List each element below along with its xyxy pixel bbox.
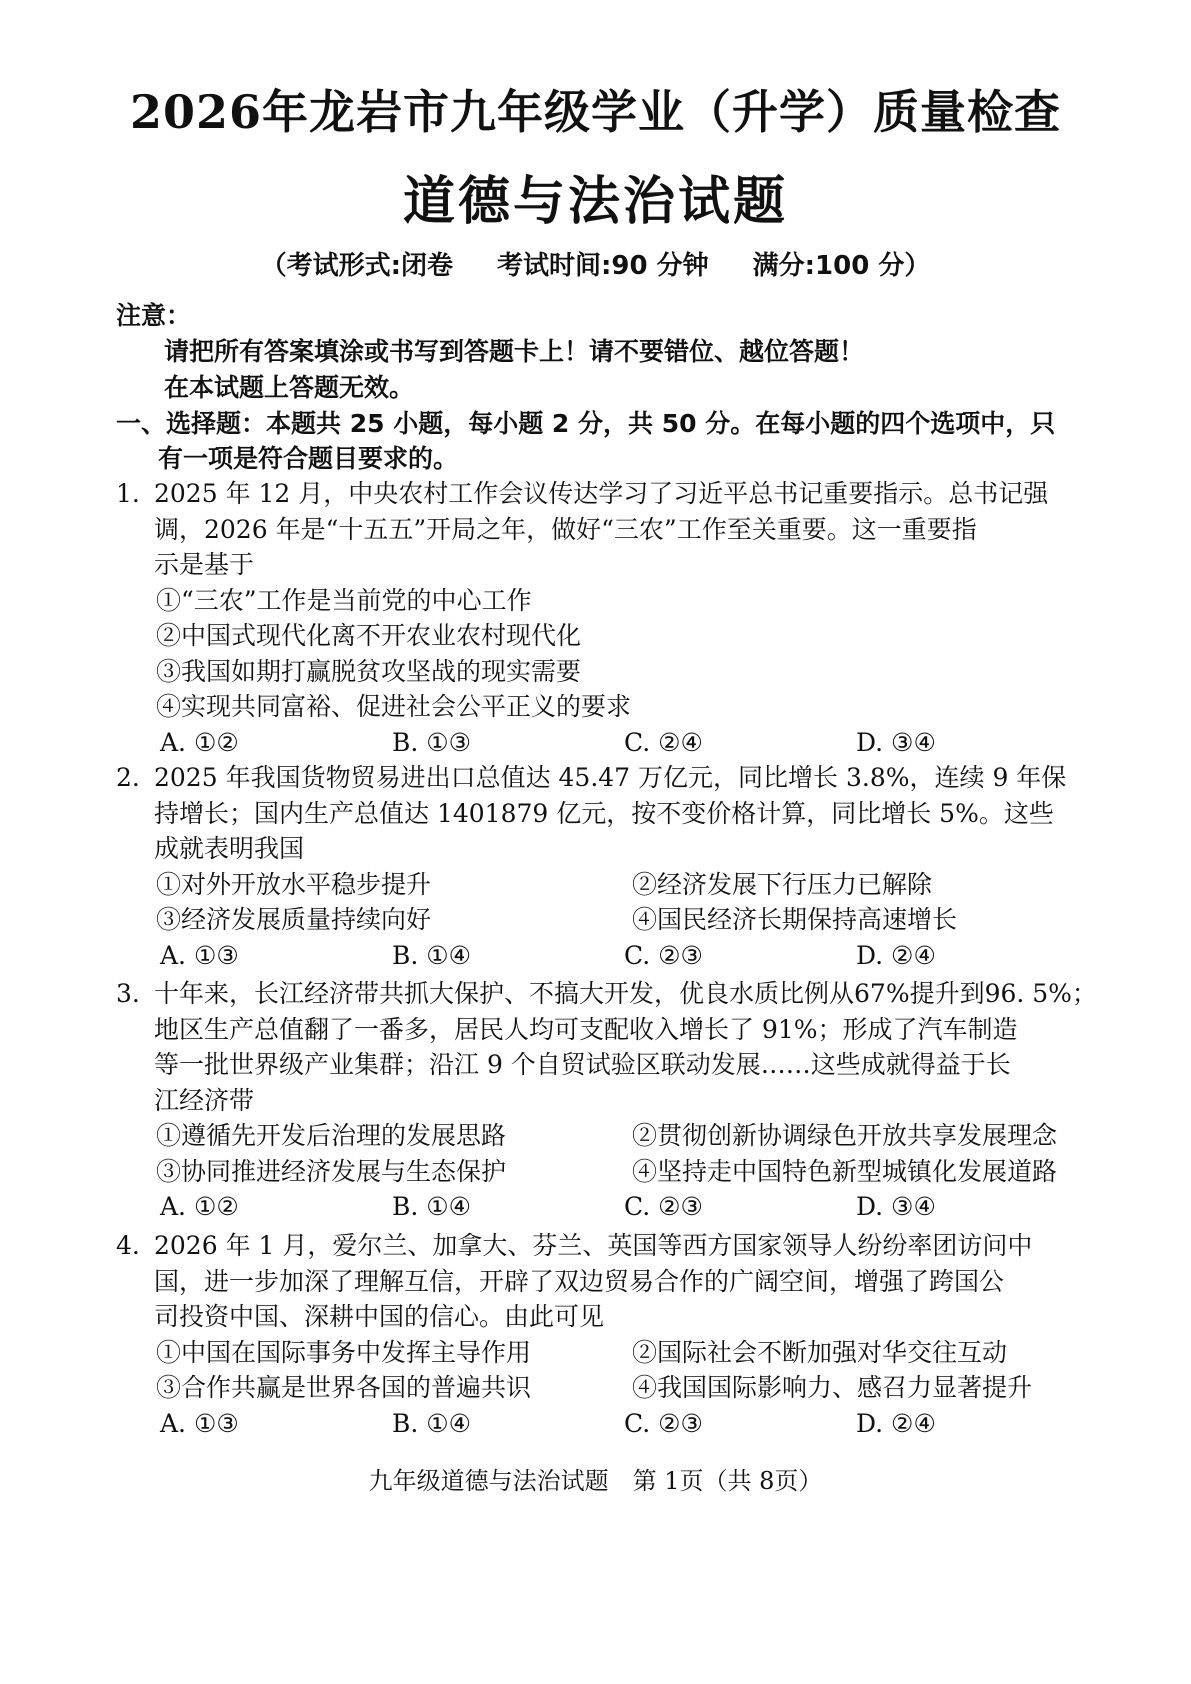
section-heading-line-2: 有一项是符合题目要求的。 bbox=[158, 444, 459, 473]
option-1: ①对外开放水平稳步提升 bbox=[156, 869, 432, 899]
answer-choices bbox=[116, 1406, 1106, 1442]
option-3: ③合作共赢是世界各国的普遍共识 bbox=[156, 1373, 532, 1402]
choice-b: B. ①④ bbox=[392, 1408, 472, 1438]
stem-line: 调，2026 年是“十五五”开局之年，做好“三农”工作至关重要。这一重要指 bbox=[154, 514, 977, 544]
exam-info bbox=[0, 248, 1191, 284]
exam-form: （考试形式:闭卷 bbox=[260, 251, 454, 281]
choice-d: D. ②④ bbox=[856, 940, 936, 970]
notice-line-2: 在本试题上答题无效。 bbox=[164, 373, 415, 402]
stem-line: 十年来，长江经济带共抓大保护、不搞大开发，优良水质比例从67%提升到96. 5%； bbox=[154, 979, 1097, 1008]
page-footer: 九年级道德与法治试题 第 1页（共 8页） bbox=[368, 1467, 823, 1495]
option-1: ①“三农”工作是当前党的中心工作 bbox=[156, 585, 532, 615]
question-stem bbox=[116, 1228, 1106, 1264]
answer-choices bbox=[116, 1189, 1106, 1225]
full-score: 满分:100 分） bbox=[752, 251, 931, 281]
stem-line: 江经济带 bbox=[154, 1085, 255, 1115]
question-number: 4. bbox=[116, 1231, 140, 1260]
option-3: ③经济发展质量持续向好 bbox=[156, 905, 432, 934]
option-2: ②贯彻创新协调绿色开放共享发展理念 bbox=[632, 1121, 1058, 1150]
stem-line: 2025 年 12 月，中央农村工作会议传达学习了习近平总书记重要指示。总书记强 bbox=[154, 479, 1049, 508]
option-4: ④实现共同富裕、促进社会公平正义的要求 bbox=[156, 692, 632, 721]
choice-a: A. ①② bbox=[160, 727, 239, 757]
choice-d: D. ③④ bbox=[856, 1192, 936, 1221]
stem-line: 等一批世界级产业集群；沿江 9 个自贸试验区联动发展……这些成就得益于长 bbox=[154, 1050, 1011, 1079]
stem-line: 2026 年 1 月，爱尔兰、加拿大、芬兰、英国等西方国家领导人纷纷率团访问中 bbox=[154, 1231, 1033, 1260]
question-1 bbox=[116, 476, 1106, 760]
option-1: ①遵循先开发后治理的发展思路 bbox=[156, 1121, 507, 1150]
option-4: ④坚持走中国特色新型城镇化发展道路 bbox=[632, 1156, 1058, 1186]
option-4: ④我国国际影响力、感召力显著提升 bbox=[632, 1373, 1033, 1402]
subject-title: 道德与法治试题 bbox=[402, 171, 788, 232]
exam-time: 考试时间:90 分钟 bbox=[497, 251, 709, 281]
question-stem bbox=[116, 760, 1106, 796]
option-2: ②经济发展下行压力已解除 bbox=[632, 869, 933, 899]
section-heading-line-1: 一、选择题：本题共 25 小题，每小题 2 分，共 50 分。在每小题的四个选项中，只 bbox=[116, 409, 1056, 438]
option-grid bbox=[116, 1335, 1106, 1406]
stem-line: 2025 年我国货物贸易进出口总值达 45.47 万亿元，同比增长 3.8%，连续 9 年保 bbox=[154, 763, 1067, 792]
option-2: ②中国式现代化离不开农业农村现代化 bbox=[156, 621, 582, 650]
option-grid bbox=[116, 867, 1106, 938]
stem-line: 国，进一步加深了理解互信，开辟了双边贸易合作的广阔空间，增强了跨国公 bbox=[154, 1266, 1005, 1296]
option-list bbox=[116, 583, 1106, 725]
notice-label: 注意： bbox=[116, 301, 192, 330]
choice-b: B. ①④ bbox=[392, 940, 472, 970]
option-2: ②国际社会不断加强对华交往互动 bbox=[632, 1337, 1008, 1367]
question-3 bbox=[116, 976, 1106, 1225]
option-3: ③协同推进经济发展与生态保护 bbox=[156, 1156, 507, 1186]
choice-a: A. ①③ bbox=[160, 1408, 239, 1438]
option-1: ①中国在国际事务中发挥主导作用 bbox=[156, 1337, 532, 1367]
stem-line: 成就表明我国 bbox=[154, 834, 305, 863]
question-number: 3. bbox=[116, 979, 140, 1008]
choice-c: C. ②③ bbox=[624, 940, 703, 970]
section-heading bbox=[116, 406, 1106, 476]
answer-choices bbox=[116, 725, 1106, 761]
question-stem bbox=[116, 476, 1106, 512]
choice-a: A. ①② bbox=[160, 1192, 239, 1221]
question-stem bbox=[116, 976, 1106, 1012]
option-grid bbox=[116, 1118, 1106, 1189]
exam-title: 2026年龙岩市九年级学业（升学）质量检查 bbox=[129, 85, 1062, 139]
stem-line: 司投资中国、深耕中国的信心。由此可见 bbox=[154, 1302, 605, 1331]
question-4 bbox=[116, 1228, 1106, 1441]
question-number: 2. bbox=[116, 763, 140, 792]
option-3: ③我国如期打赢脱贫攻坚战的现实需要 bbox=[156, 656, 582, 686]
choice-b: B. ①③ bbox=[392, 727, 472, 757]
choice-d: D. ③④ bbox=[856, 727, 936, 757]
choice-b: B. ①④ bbox=[392, 1192, 472, 1221]
question-number: 1. bbox=[116, 479, 140, 508]
notice-line-1: 请把所有答案填涂或书写到答题卡上！请不要错位、越位答题！ bbox=[164, 337, 865, 366]
stem-line: 持增长；国内生产总值达 1401879 亿元，按不变价格计算，同比增长 5%。这些 bbox=[154, 798, 1054, 828]
choice-c: C. ②③ bbox=[624, 1192, 703, 1221]
choice-a: A. ①③ bbox=[160, 940, 239, 970]
question-2 bbox=[116, 760, 1106, 973]
option-4: ④国民经济长期保持高速增长 bbox=[632, 905, 958, 934]
stem-line: 地区生产总值翻了一番多，居民人均可支配收入增长了 91%；形成了汽车制造 bbox=[154, 1014, 1018, 1044]
stem-line: 示是基于 bbox=[154, 550, 255, 579]
answer-choices bbox=[116, 938, 1106, 974]
choice-d: D. ②④ bbox=[856, 1408, 936, 1438]
choice-c: C. ②④ bbox=[624, 727, 703, 757]
choice-c: C. ②③ bbox=[624, 1408, 703, 1438]
